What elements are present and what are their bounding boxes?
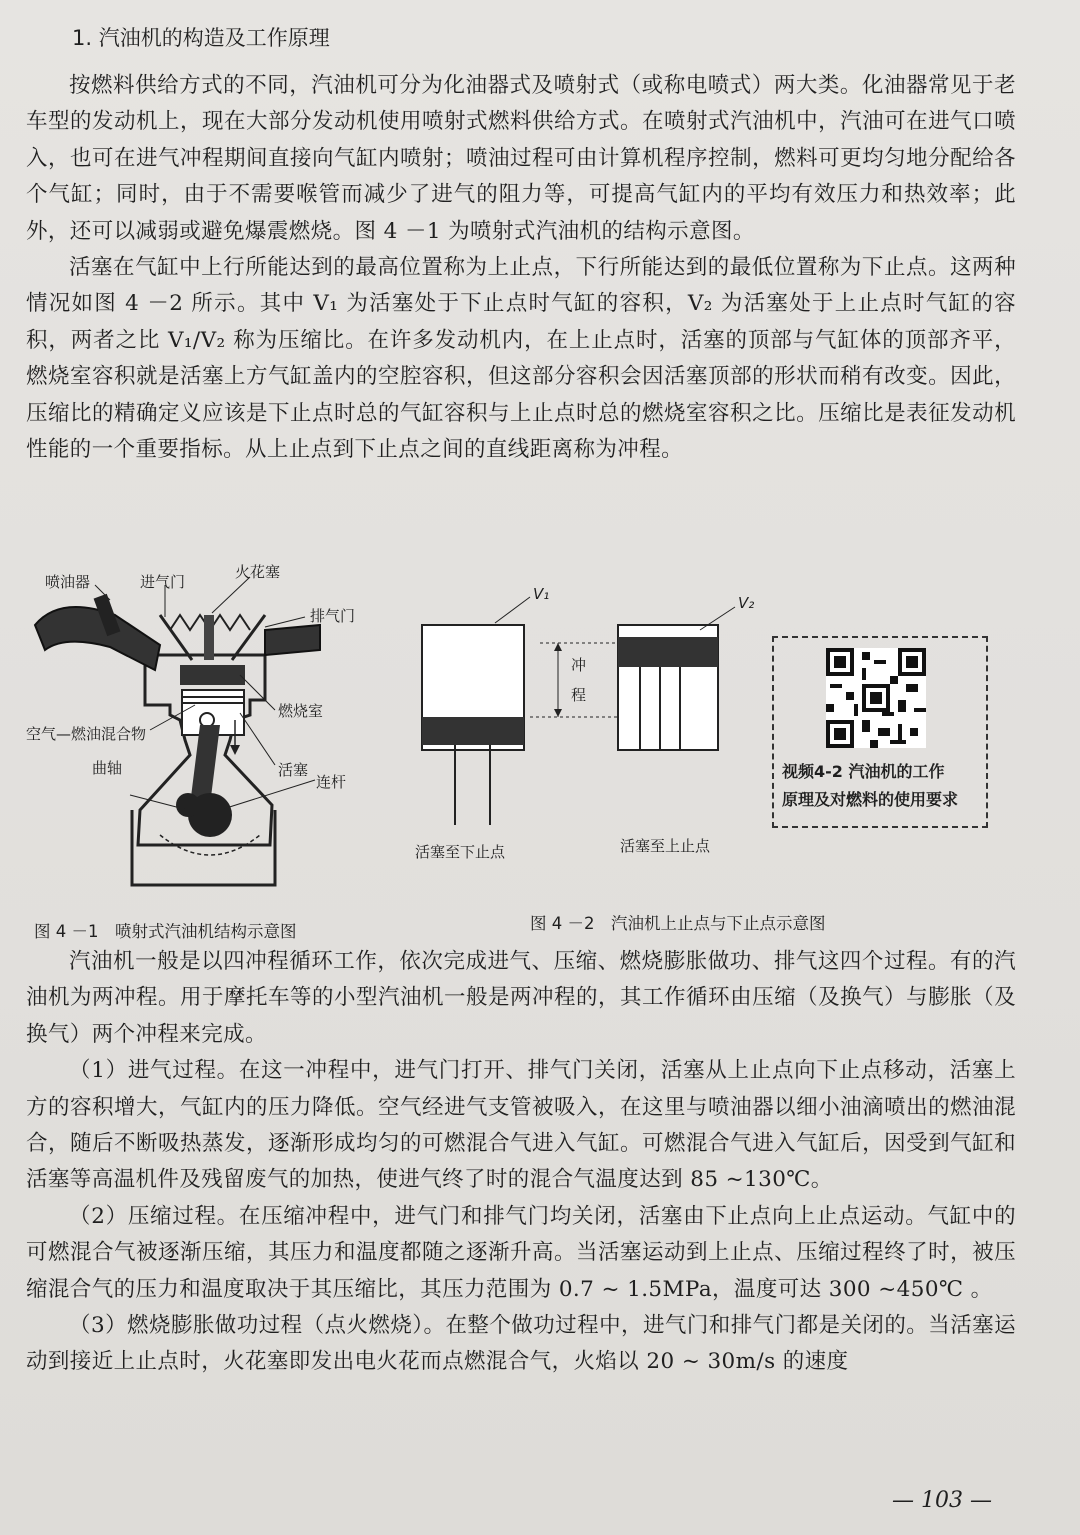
exhaust-pipe (265, 625, 320, 655)
paragraph-fuel-supply: 按燃料供给方式的不同，汽油机可分为化油器式及喷射式（或称电喷式）两大类。化油器常见于老车型的发动机上，现在大部分发动机使用喷射式燃料供给方式。在喷射式汽油机中，汽油可在进气口喷入，也可在进气冲程期间直接向气缸内喷射；喷油过程可由计算机程序控制，燃料可更均匀地分配给各个气缸；同时，由于不需要喉管而减少了进气的阻力等，可提高气缸内的平均有效压力和热效率；此外，还可以减弱或避免爆震燃烧。图 4 －1 为喷射式汽油机的结构示意图。 (26, 73, 1016, 244)
video-caption-line1: 视频4-2 汽油机的工作 (782, 762, 945, 781)
figure-4-2-caption: 图 4 －2 汽油机上止点与下止点示意图 (530, 914, 826, 933)
figure-dead-center-diagram (400, 585, 760, 835)
qr-code-icon[interactable] (826, 648, 926, 748)
paragraph-intake: （1）进气过程。在这一冲程中，进气门打开、排气门关闭，活塞从上止点向下止点移动，活塞上方的容积增大，气缸内的压力降低。空气经进气支管被吸入，在这里与喷油器以细小油滴喷出的燃油混合，随后不断吸热蒸发，逐渐形成均匀的可燃混合气进入气缸。可燃混合气进入气缸后，因受到气缸和活塞等高温机件及残留废气的加热，使进气终了时的混合气温度达到 85 ~130℃。 (26, 1058, 1016, 1193)
page-number: — 103 — (892, 1488, 992, 1513)
label-spark-plug: 火花塞 (235, 563, 281, 581)
figure-4-1-caption: 图 4 －1 喷射式汽油机结构示意图 (34, 922, 297, 941)
paragraph-process (26, 944, 1016, 1381)
exhaust-valve-stem (232, 615, 265, 660)
label-mixture: 空气—燃油混合物 (26, 725, 147, 743)
video-qr-box[interactable] (772, 636, 988, 828)
video-caption (782, 758, 982, 814)
label-v1: V₁ (533, 585, 550, 603)
paragraph-four-stroke: 汽油机一般是以四冲程循环工作，依次完成进气、压缩、燃烧膨胀做功、排气这四个过程。有的汽油机为两冲程。用于摩托车等的小型汽油机一般是两冲程的，其工作循环由压缩（及换气）与膨胀（及换气）两个冲程来完成。 (26, 949, 1016, 1047)
label-crankshaft: 曲轴 (92, 759, 123, 777)
label-exhaust-valve: 排气门 (310, 607, 356, 625)
piston-bdc (422, 717, 524, 745)
label-connecting-rod: 连杆 (316, 773, 347, 791)
label-piston: 活塞 (278, 761, 309, 779)
paragraph-dead-center: 活塞在气缸中上行所能达到的最高位置称为上止点，下行所能达到的最低位置称为下止点。这两种情况如图 4 －2 所示。其中 V₁ 为活塞处于下止点时气缸的容积，V₂ 为活塞处于上止点时气缸的容积，两者之比 V₁/V₂ 称为压缩比。在许多发动机内，在上止点时，活塞的顶部与气缸体的顶部齐平，燃烧室容积就是活塞上方气缸盖内的空腔容积，但这部分容积会因活塞顶部的形状而稍有改变。因此，压缩比的精确定义应该是下止点时总的气缸容积与上止点时总的燃烧室容积之比。压缩比是表征发动机性能的一个重要指标。从上止点到下止点之间的直线距离称为冲程。 (26, 255, 1016, 463)
spark-plug-body (204, 615, 214, 660)
piston-tdc (618, 637, 718, 667)
label-injector: 喷油器 (45, 573, 91, 591)
label-stroke-2: 程 (571, 686, 587, 704)
label-combustion-chamber: 燃烧室 (278, 702, 324, 720)
label-v2: V₂ (738, 594, 755, 612)
intake-pipe (35, 607, 160, 670)
paragraph-combustion: （3）燃烧膨胀做功过程（点火燃烧）。在整个做功过程中，进气门和排气门都是关闭的。当活塞运动到接近上止点时，火花塞即发出电火花而点燃混合气，火焰以 20 ~ 30m/s 的速度 (26, 1313, 1016, 1375)
label-stroke-1: 冲 (571, 656, 587, 674)
piston-pin (200, 713, 214, 727)
connecting-rod-shape (190, 725, 220, 805)
label-intake-valve: 进气门 (140, 573, 186, 591)
paragraph-intro (26, 68, 1016, 468)
section-heading: 1. 汽油机的构造及工作原理 (72, 26, 330, 50)
label-tdc: 活塞至上止点 (620, 837, 711, 855)
video-caption-line2: 原理及对燃料的使用要求 (782, 790, 959, 809)
label-bdc: 活塞至下止点 (415, 843, 506, 861)
combustion-chamber-shape (180, 665, 245, 685)
paragraph-compression: （2）压缩过程。在压缩冲程中，进气门和排气门均关闭，活塞由下止点向上止点运动。气缸中的可燃混合气被逐渐压缩，其压力和温度都随之逐渐升高。当活塞运动到上止点、压缩过程终了时，被压缩混合气的压力和温度取决于其压缩比，其压力范围为 0.7 ~ 1.5MPa，温度可达 300 ~450℃ 。 (26, 1203, 1016, 1302)
